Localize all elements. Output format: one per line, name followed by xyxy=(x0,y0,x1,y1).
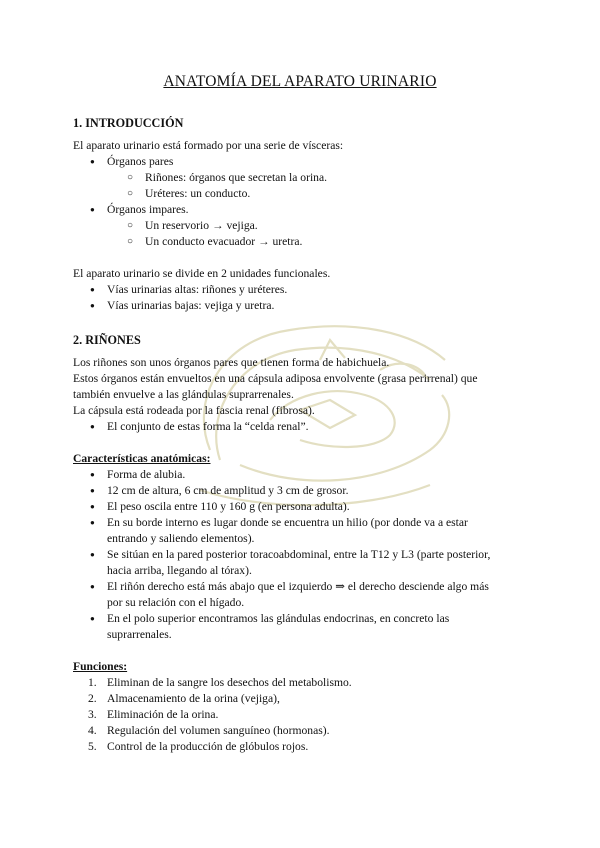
item-text: Eliminan de la sangre los desechos del metabolismo. xyxy=(107,676,352,689)
list-item: ● En el polo superior encontramos las glándulas endocrinas, en concreto las xyxy=(107,611,537,627)
subheading-caracteristicas: Características anatómicas: xyxy=(73,452,211,465)
paragraph: también envuelve a las glándulas suprarrenales. xyxy=(73,388,294,401)
subheading-funciones: Funciones: xyxy=(73,660,128,673)
item-number: 2. xyxy=(88,692,97,705)
item-number: 4. xyxy=(88,724,97,737)
list-item-continuation: hacia arriba, llegando al tórax). xyxy=(107,564,252,577)
list-item: ● El conjunto de estas forma la “celda renal”. xyxy=(107,419,537,435)
list-item: ● Vías urinarias bajas: vejiga y uretra. xyxy=(107,298,537,314)
item-text: Regulación del volumen sanguíneo (hormonas). xyxy=(107,724,330,737)
list-item: ● En su borde interno es lugar donde se encuentra un hilio (por donde va a estar xyxy=(107,515,537,531)
item-number: 3. xyxy=(88,708,97,721)
list-item: ● Forma de alubia. xyxy=(107,467,537,483)
list-item: ● Órganos impares. xyxy=(107,202,537,218)
paragraph: La cápsula está rodeada por la fascia renal (fibrosa). xyxy=(73,404,315,417)
page-title: ANATOMÍA DEL APARATO URINARIO xyxy=(163,73,437,90)
numbered-item xyxy=(88,691,537,707)
list-item: ○ Un conducto evacuador → uretra. xyxy=(145,234,525,250)
section-heading-introduccion: 1. INTRODUCCIÓN xyxy=(73,116,184,130)
numbered-item xyxy=(88,723,537,739)
list-item-continuation: por su relación con el hígado. xyxy=(107,596,245,609)
list-item: ● Se sitúan en la pared posterior toracoabdominal, entre la T12 y L3 (parte posterior, xyxy=(107,547,537,563)
list-item: ● Órganos pares xyxy=(107,154,537,170)
item-text: Almacenamiento de la orina (vejiga), xyxy=(107,692,280,705)
numbered-item xyxy=(88,707,537,723)
list-item: ○ Un reservorio → vejiga. xyxy=(145,218,525,234)
list-item: ● El peso oscila entre 110 y 160 g (en persona adulta). xyxy=(107,499,537,515)
item-text: Control de la producción de glóbulos rojos. xyxy=(107,740,309,753)
paragraph: Estos órganos están envueltos en una cápsula adiposa envolvente (grasa perirrenal) que xyxy=(73,372,478,385)
paragraph: Los riñones son unos órganos pares que tienen forma de habichuela. xyxy=(73,356,390,369)
list-item-continuation: suprarrenales. xyxy=(107,628,172,641)
item-number: 5. xyxy=(88,740,97,753)
list-item-continuation: entrando y saliendo elementos). xyxy=(107,532,255,545)
item-text: Eliminación de la orina. xyxy=(107,708,219,721)
numbered-item xyxy=(88,675,537,691)
list-item: ● El riñón derecho está más abajo que el izquierdo ⇒ el derecho desciende algo más xyxy=(107,579,537,595)
paragraph: El aparato urinario está formado por una serie de vísceras: xyxy=(73,139,344,152)
numbered-item xyxy=(88,739,537,755)
section-heading-rinones: 2. RIÑONES xyxy=(73,333,141,347)
list-item: ○ Uréteres: un conducto. xyxy=(145,186,525,202)
list-item: ○ Riñones: órganos que secretan la orina. xyxy=(145,170,525,186)
paragraph: El aparato urinario se divide en 2 unidades funcionales. xyxy=(73,267,331,280)
list-item: ● 12 cm de altura, 6 cm de amplitud y 3 cm de grosor. xyxy=(107,483,537,499)
list-item: ● Vías urinarias altas: riñones y uréteres. xyxy=(107,282,537,298)
item-number: 1. xyxy=(88,676,97,689)
